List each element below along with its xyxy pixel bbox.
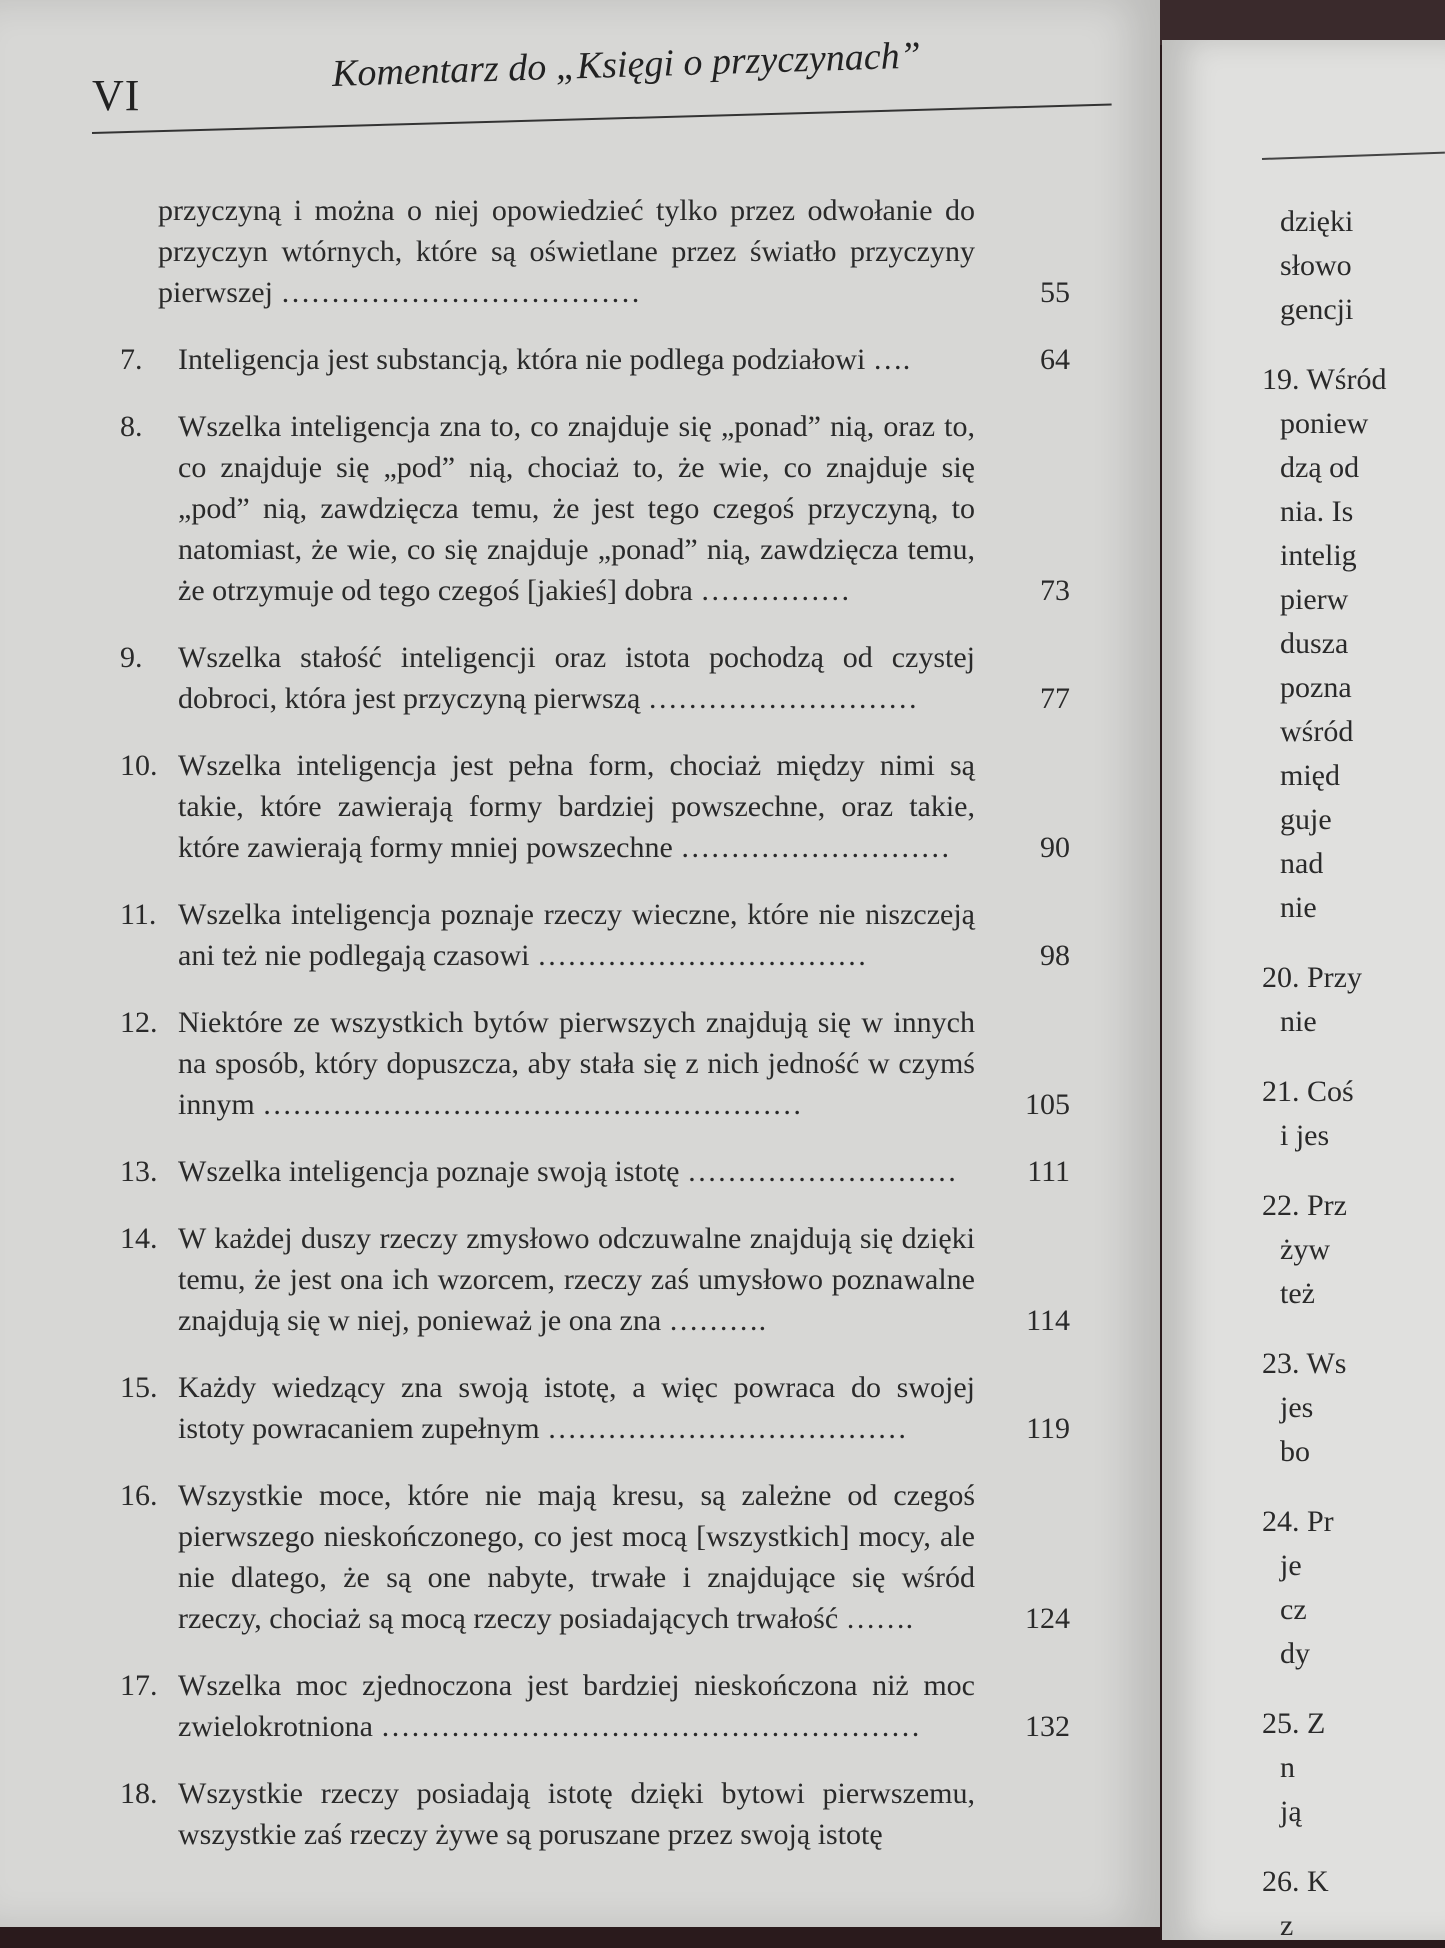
toc-list xyxy=(120,190,1070,1881)
right-page-line: jes xyxy=(1280,1391,1314,1424)
right-page-line: 24. Pr xyxy=(1262,1505,1334,1538)
toc-entry-text: W każdej duszy rzeczy zmysłowo odczuwalne znajdują się dzięki temu, że jest ona ich wzorcem, rzeczy zaś umysłowo poznawalne znajdują się w niej, ponieważ je ona zna ………. xyxy=(178,1222,975,1337)
right-page-line: i jes xyxy=(1280,1119,1330,1152)
toc-entry-text: Każdy wiedzący zna swoją istotę, a więc powraca do swojej istoty powracaniem zupełnym ……………………………… xyxy=(178,1371,975,1445)
toc-entry-text: Wszystkie rzeczy posiadają istotę dzięki bytowi pierwszemu, wszystkie zaś rzeczy żywe są poruszane przez swoją istotę xyxy=(178,1777,975,1851)
toc-entry-number: 14. xyxy=(120,1222,158,1255)
page-number: VI xyxy=(92,71,141,120)
toc-entry-text: przyczyną i można o niej opowiedzieć tylko przez odwołanie do przyczyn wtórnych, które są oświetlane przez światło przyczyny pierwszej ……………………………… xyxy=(158,194,975,309)
right-page-line: też xyxy=(1280,1277,1315,1310)
right-page-line: 20. Przy xyxy=(1262,961,1362,994)
toc-entry-text: Wszelka stałość inteligencji oraz istota pochodzą od czystej dobroci, która jest przyczyną pierwszą ……………………… xyxy=(178,641,975,715)
right-page-line: nad xyxy=(1280,847,1324,880)
right-page-line: 22. Prz xyxy=(1262,1189,1347,1222)
right-page-line: gencji xyxy=(1280,293,1354,326)
right-page-line: dzięki xyxy=(1280,205,1354,238)
toc-entry xyxy=(120,1218,1070,1341)
right-page-line: żyw xyxy=(1280,1233,1330,1266)
toc-entry xyxy=(120,1367,1070,1449)
toc-entry xyxy=(120,339,1070,380)
right-page-line: n xyxy=(1280,1751,1295,1784)
toc-entry-page: 111 xyxy=(1027,1155,1070,1188)
toc-entry-text: Wszelka inteligencja poznaje swoją istotę ……………………… xyxy=(178,1155,957,1188)
toc-entry-text: Wszelka inteligencja zna to, co znajduje się „ponad” nią, oraz to, co znajduje się „pod” nią, chociaż to, że wie, co znajduje się „pod” nią, zawdzięcza temu, że jest tego czegoś przyczyną, to natomiast, że wie, co się znajduje „ponad” nią, zawdzięcza temu, że otrzymuje od tego czegoś [jakieś] dobra …………… xyxy=(178,410,975,607)
toc-entry-number: 11. xyxy=(120,898,157,931)
toc-entry-text: Wszelka inteligencja poznaje rzeczy wieczne, które nie niszczeją ani też nie podlegają czasowi …………………………… xyxy=(178,898,975,972)
right-page-line: wśród xyxy=(1280,715,1354,748)
right-page-line: nia. Is xyxy=(1280,495,1354,528)
toc-entry-text: Niektóre ze wszystkich bytów pierwszych znajdują się w innych na sposób, który dopuszcza, aby stała się z nich jedność w czymś innym ……………………………………………… xyxy=(178,1006,975,1121)
right-page-line: pierw xyxy=(1280,583,1349,616)
toc-entry-text: Wszystkie moce, które nie mają kresu, są zależne od czegoś pierwszego nieskończonego, co jest mocą [wszystkich] mocy, ale nie dlatego, że są one nabyte, trwałe i znajdujące się wśród rzeczy, chociaż są mocą rzeczy posiadających trwałość ……. xyxy=(178,1479,975,1635)
right-page-line: 23. Ws xyxy=(1262,1347,1347,1380)
toc-entry xyxy=(120,1475,1070,1639)
right-page-line: 21. Coś xyxy=(1262,1075,1354,1108)
right-page-line: międ xyxy=(1280,759,1340,792)
toc-entry xyxy=(120,1151,1070,1192)
toc-entry-page: 124 xyxy=(1025,1602,1070,1635)
toc-entry-number: 15. xyxy=(120,1371,158,1404)
running-title: Komentarz do „Księgi o przyczynach” xyxy=(331,34,922,95)
right-page-line: 19. Wśród xyxy=(1262,363,1387,396)
toc-entry-number: 8. xyxy=(120,410,143,443)
toc-entry-number: 12. xyxy=(120,1006,158,1039)
toc-entry-page: 77 xyxy=(1040,682,1070,715)
right-page-line: cz xyxy=(1280,1593,1307,1626)
background-edge xyxy=(1150,0,1445,45)
right-page-line: słowo xyxy=(1280,249,1352,282)
right-page-line: 25. Z xyxy=(1262,1707,1326,1740)
toc-entry-number: 18. xyxy=(120,1777,158,1810)
toc-entry-page: 73 xyxy=(1040,574,1070,607)
right-page-line: guje xyxy=(1280,803,1332,836)
toc-entry-page: 98 xyxy=(1040,939,1070,972)
toc-entry xyxy=(120,1002,1070,1125)
right-page-line: intelig xyxy=(1280,539,1357,572)
toc-entry xyxy=(120,1773,1070,1855)
right-page-line: z xyxy=(1280,1909,1294,1942)
toc-entry-page: 119 xyxy=(1026,1412,1070,1445)
toc-entry-page: 114 xyxy=(1026,1304,1070,1337)
header-rule xyxy=(92,104,1112,134)
right-page-line: nie xyxy=(1280,1005,1317,1038)
toc-entry xyxy=(120,894,1070,976)
toc-entry-page: 90 xyxy=(1040,831,1070,864)
toc-entry-page: 132 xyxy=(1025,1710,1070,1743)
toc-entry xyxy=(120,406,1070,611)
toc-entry-number: 10. xyxy=(120,749,158,782)
right-page-line: 26. K xyxy=(1262,1865,1329,1898)
toc-entry-text: Wszelka moc zjednoczona jest bardziej nieskończona niż moc zwielokrotniona ……………………………………………… xyxy=(178,1669,975,1743)
toc-entry-number: 7. xyxy=(120,343,143,376)
toc-entry-text: Wszelka inteligencja jest pełna form, chociaż między nimi są takie, które zawierają formy bardziej powszechne, oraz takie, które zawierają formy mniej powszechne ……………………… xyxy=(178,749,975,864)
right-page-line: dzą od xyxy=(1280,451,1360,484)
right-page-line: je xyxy=(1280,1549,1302,1582)
right-page-line: poniew xyxy=(1280,407,1369,440)
toc-entry-number: 16. xyxy=(120,1479,158,1512)
right-page-line: dy xyxy=(1280,1637,1310,1670)
toc-entry xyxy=(120,745,1070,868)
toc-entry-page: 64 xyxy=(1040,343,1070,376)
toc-entry xyxy=(120,637,1070,719)
right-page-line: nie xyxy=(1280,891,1317,924)
right-page-text xyxy=(1262,200,1445,1948)
right-page-line: ją xyxy=(1280,1795,1302,1828)
toc-entry-page: 105 xyxy=(1025,1088,1070,1121)
toc-entry-page: 55 xyxy=(1040,276,1070,309)
right-page-line: bo xyxy=(1280,1435,1310,1468)
toc-entry-text: Inteligencja jest substancją, która nie podlega podziałowi …. xyxy=(178,343,911,376)
toc-entry-continuation xyxy=(120,190,1070,313)
toc-entry-number: 13. xyxy=(120,1155,158,1188)
right-page-line: dusza xyxy=(1280,627,1349,660)
right-page-line: pozna xyxy=(1280,671,1352,704)
toc-entry xyxy=(120,1665,1070,1747)
toc-entry-number: 9. xyxy=(120,641,143,674)
toc-entry-number: 17. xyxy=(120,1669,158,1702)
